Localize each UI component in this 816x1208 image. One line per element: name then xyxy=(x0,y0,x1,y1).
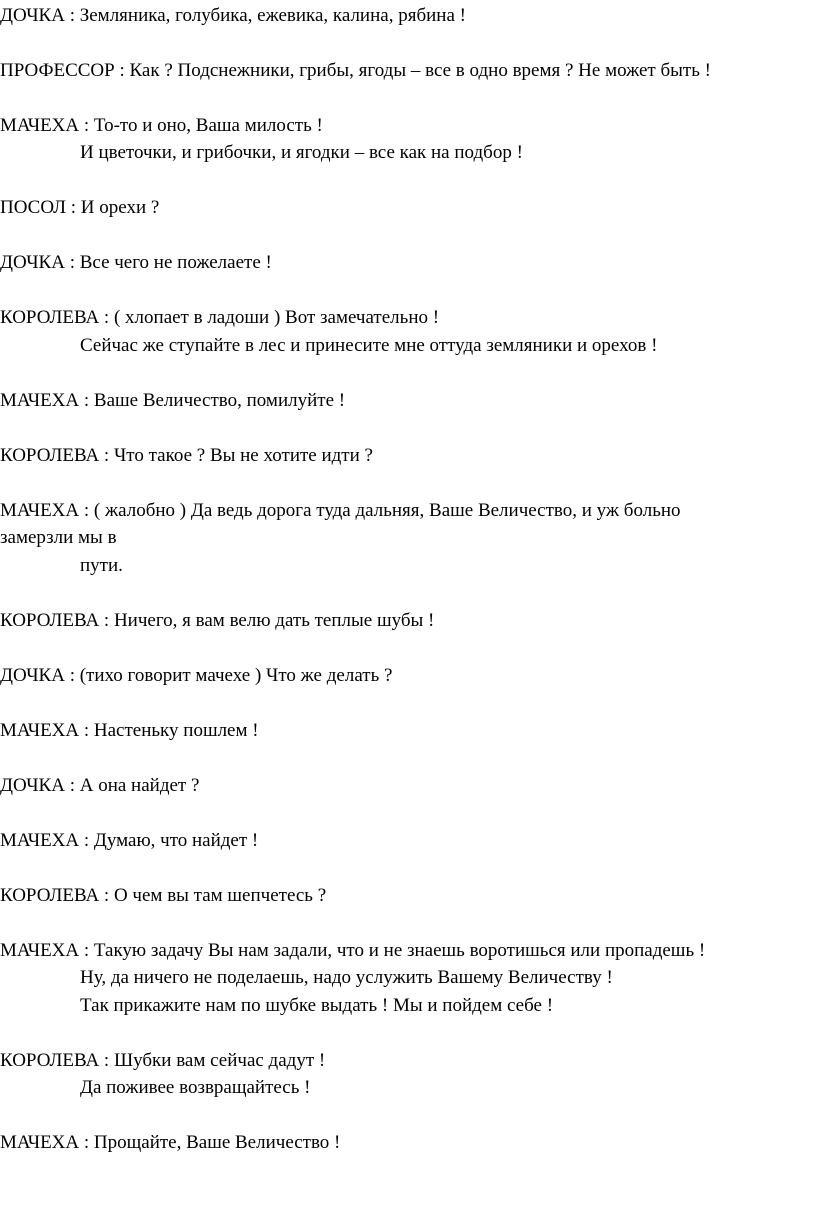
line-dochka-1: ДОЧКА : Земляника, голубика, ежевика, калина, рябина ! xyxy=(0,5,466,26)
line-machekha-3: МАЧЕХА : ( жалобно ) Да ведь дорога туда дальняя, Ваше Величество, и уж больно xyxy=(0,500,681,521)
line-machekha-6-cont-1: Ну, да ничего не поделаешь, надо услужить Вашему Величеству ! xyxy=(80,967,613,988)
line-koroleva-5: КОРОЛЕВА : Шубки вам сейчас дадут ! xyxy=(0,1050,326,1071)
line-koroleva-1-cont: Сейчас же ступайте в лес и принесите мне оттуда земляники и орехов ! xyxy=(80,335,658,356)
line-machekha-1: МАЧЕХА : То-то и оно, Ваша милость ! xyxy=(0,115,323,136)
line-machekha-3-cont: пути. xyxy=(80,555,123,576)
line-machekha-4: МАЧЕХА : Настеньку пошлем ! xyxy=(0,720,259,741)
line-dochka-3: ДОЧКА : (тихо говорит мачехе ) Что же делать ? xyxy=(0,665,393,686)
line-dochka-2: ДОЧКА : Все чего не пожелаете ! xyxy=(0,252,272,273)
line-machekha-6: МАЧЕХА : Такую задачу Вы нам задали, что и не знаешь воротишься или пропадешь ! xyxy=(0,940,706,961)
line-dochka-4: ДОЧКА : А она найдет ? xyxy=(0,775,200,796)
line-koroleva-2: КОРОЛЕВА : Что такое ? Вы не хотите идти ? xyxy=(0,445,373,466)
line-machekha-6-cont-2: Так прикажите нам по шубке выдать ! Мы и пойдем себе ! xyxy=(80,995,554,1016)
line-machekha-2: МАЧЕХА : Ваше Величество, помилуйте ! xyxy=(0,390,346,411)
line-koroleva-1: КОРОЛЕВА : ( хлопает в ладоши ) Вот замечательно ! xyxy=(0,307,440,328)
line-machekha-1-cont: И цветочки, и грибочки, и ягодки – все как на подбор ! xyxy=(80,142,523,163)
line-machekha-3-wrap: замерзли мы в xyxy=(0,527,117,548)
line-professor-1: ПРОФЕССОР : Как ? Подснежники, грибы, ягоды – все в одно время ? Не может быть ! xyxy=(0,60,711,81)
line-machekha-5: МАЧЕХА : Думаю, что найдет ! xyxy=(0,830,259,851)
line-koroleva-3: КОРОЛЕВА : Ничего, я вам велю дать теплые шубы ! xyxy=(0,610,435,631)
line-koroleva-5-cont: Да поживее возвращайтесь ! xyxy=(80,1077,311,1098)
line-koroleva-4: КОРОЛЕВА : О чем вы там шепчетесь ? xyxy=(0,885,327,906)
line-posol-1: ПОСОЛ : И орехи ? xyxy=(0,197,160,218)
line-machekha-7: МАЧЕХА : Прощайте, Ваше Величество ! xyxy=(0,1132,341,1153)
